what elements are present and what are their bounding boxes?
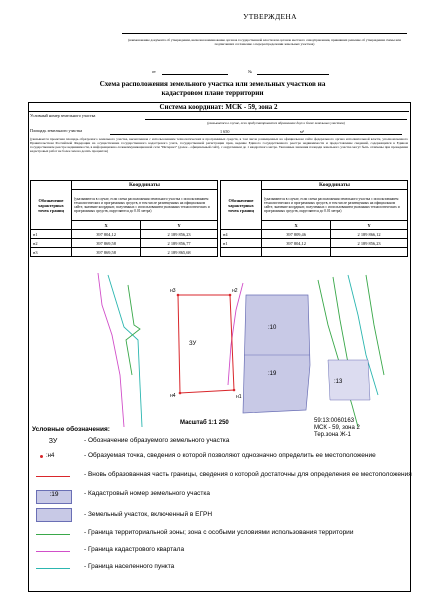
- authority-note: (наименование документа об утверждении, включая наименование органов государственной власти или органов местного самоуправления, принявших решение об утверждении схемы или подписавших соглашение о перераспределении земельных участков): [128, 38, 401, 46]
- y-value: 2 189 865,68: [141, 248, 218, 257]
- lot-label-19: :19: [268, 371, 277, 377]
- x-value: 397 804,12: [72, 230, 141, 239]
- zone-boundary: [366, 275, 384, 375]
- conditional-number-field: [145, 119, 407, 120]
- symbol-point: [30, 452, 76, 466]
- method-note: (указываются в случае, если схема расположения земельного участка с использованием технологических и программных средств, в том числе размещенных на официальном сайте, значение координат, полученных с использованием указанных технологических и программных средств, округляются до 0.01 метра): [262, 190, 408, 221]
- point-id: н1: [31, 230, 72, 239]
- y-value: 2 189 856,23: [141, 230, 218, 239]
- empty-cell: [262, 248, 331, 257]
- zone-note: Тер.зона Ж-1: [314, 432, 351, 438]
- legend-text: - Обозначение образуемого земельного участка: [84, 437, 230, 444]
- legend-text: - Граница территориальной зоны; зона с особыми условиями использования территории: [84, 529, 354, 536]
- x-header: X: [72, 221, 141, 230]
- area-value: 1 650: [220, 129, 230, 134]
- lot-label-13: :13: [334, 379, 343, 385]
- table-row: [31, 248, 218, 257]
- map-scale: Масштаб 1:1 250: [180, 420, 229, 426]
- table-row: [31, 239, 218, 248]
- coords-table-left: [30, 180, 218, 257]
- y-value: 2 189 866,12: [331, 230, 408, 239]
- legend-item: [30, 563, 410, 575]
- coords-table-right: [220, 180, 408, 257]
- map-coord-note: МСК - 59, зона 2: [314, 425, 360, 431]
- point-col-header: Обозначение характерных точек границ: [221, 181, 262, 230]
- y-header: Y: [331, 221, 408, 230]
- legend-text: - Кадастровый номер земельного участка: [84, 490, 211, 497]
- coords-header: Координаты: [262, 181, 408, 190]
- green-line-icon: [36, 534, 70, 535]
- from-label: от: [152, 69, 156, 74]
- legend-item: [30, 508, 410, 526]
- point-id: н3: [31, 248, 72, 257]
- zone-boundary: [318, 280, 358, 427]
- point-label-2: н2: [232, 288, 238, 294]
- table-row: [221, 239, 408, 248]
- symbol-quarter: [30, 546, 76, 560]
- point-marker: [229, 294, 232, 297]
- x-value: 397 804,12: [262, 239, 331, 248]
- coords-header: Координаты: [72, 181, 218, 190]
- cadastral-number: 59:13:0060163: [314, 418, 355, 424]
- point-id: н2: [31, 239, 72, 248]
- legend-item: [30, 471, 410, 487]
- symbol-new-border: [30, 471, 76, 485]
- x-header: X: [262, 221, 331, 230]
- point-id: н4: [221, 230, 262, 239]
- number-label: №: [248, 69, 252, 74]
- symbol-zone: [30, 529, 76, 543]
- x-value: 397 869,58: [72, 239, 141, 248]
- method-note: (указываются в случае, если схема расположения земельного участка с использованием технологических и программных средств, в том числе размещенных на официальном сайте, значение координат, полученных с использованием указанных технологических и программных средств, округляются до 0.01 метра): [72, 190, 218, 221]
- red-line-icon: [36, 476, 70, 477]
- number-line: [257, 74, 329, 75]
- quarter-note: [314, 418, 360, 439]
- settlement-boundary: [108, 275, 142, 427]
- coord-system: Система координат: МСК - 59, зона 2: [159, 103, 278, 111]
- registered-lot-10-19: [243, 295, 310, 413]
- legend-item: [30, 490, 410, 508]
- legend-text: - Граница кадастрового квартала: [84, 546, 185, 553]
- cadastral-map: [28, 265, 409, 427]
- authority-line: [122, 33, 407, 34]
- area-disclaimer: (указывается проектная площадь образуемого земельного участка, вычисленная с использованием технологических и программных средств, в том числе размещенных на официальном сайте федерального органа исполнительной власти, уполномоченного Правительством Российской Федерации на осуществление государственного кадастрового учета, государственной регистрации прав, ведение Единого государственного реестра недвижимости и предоставление сведений, содержащихся в Едином государственном реестре недвижимости, в информационно-телекоммуникационной сети "Интернет" (далее - официальный сайт), с округлением до 1 квадратного метра. Указанные значения площади земельного участка могут быть отличены при проведении кадастровых работ не более чем на десять процентов): [30, 137, 408, 153]
- point-label-1: н1: [236, 394, 242, 400]
- x-value: 397 809,46: [262, 230, 331, 239]
- point-marker: [233, 389, 236, 392]
- document-title: Схема расположения земельного участка или земельных участков на кадастровом плане территории: [99, 80, 326, 97]
- point-marker: [177, 294, 180, 297]
- area-unit: м²: [300, 129, 304, 134]
- legend-item: [30, 546, 410, 558]
- area-line: [110, 134, 402, 135]
- legend-text: - Земельный участок, включенный в ЕГРН: [84, 511, 213, 518]
- point-col-header: Обозначение характерных точек границ: [31, 181, 72, 230]
- point-label-4: н4: [170, 393, 176, 399]
- x-value: 397 869,58: [72, 248, 141, 257]
- legend-item: [30, 452, 410, 470]
- zone-boundary: [126, 285, 140, 375]
- empty-cell: [331, 248, 408, 257]
- legend-text: - Образуемая точка, сведения о которой позволяют однозначно определить ее местоположение: [84, 452, 376, 459]
- point-id: н1: [221, 239, 262, 248]
- point-dot-icon: [40, 455, 43, 458]
- teal-line-icon: [36, 568, 70, 569]
- conditional-number-label: Условный номер земельного участка: [30, 113, 96, 118]
- point-label-3: н3: [170, 288, 176, 294]
- point-marker: [179, 392, 182, 395]
- conditional-number-note: (указывается в случае, если предусматривается образование двух и более земельных участков): [207, 121, 345, 125]
- area-label: Площадь земельного участка: [30, 128, 83, 133]
- approved-heading: УТВЕРЖДЕНА: [243, 12, 297, 21]
- table-row: [221, 230, 408, 239]
- symbol-settlement: [30, 563, 76, 577]
- legend-item: [30, 437, 410, 451]
- y-header: Y: [141, 221, 218, 230]
- legend-text: - Граница населенного пункта: [84, 563, 175, 570]
- magenta-line-icon: [36, 551, 70, 552]
- symbol-cadnum: :19: [36, 490, 72, 504]
- legend-text: - Вновь образованная часть границы, сведения о которой достаточны для определения ее местоположения: [84, 471, 412, 478]
- divider: [28, 111, 409, 112]
- parcel-label: ЗУ: [189, 341, 197, 347]
- y-value: 2 189 856,77: [141, 239, 218, 248]
- lot-label-10: :10: [268, 325, 277, 331]
- new-parcel-boundary: [178, 295, 234, 393]
- symbol-registered-lot: [36, 508, 72, 522]
- date-line: [162, 74, 228, 75]
- quarter-boundary: [98, 273, 124, 427]
- table-row: [31, 230, 218, 239]
- legend-title: Условные обозначения:: [32, 426, 110, 433]
- y-value: 2 189 856,23: [331, 239, 408, 248]
- legend-item: [30, 529, 410, 541]
- empty-cell: [221, 248, 262, 257]
- table-row: [221, 248, 408, 257]
- symbol-parcel: ЗУ: [48, 438, 58, 445]
- point-symbol-label: :н4: [46, 453, 55, 459]
